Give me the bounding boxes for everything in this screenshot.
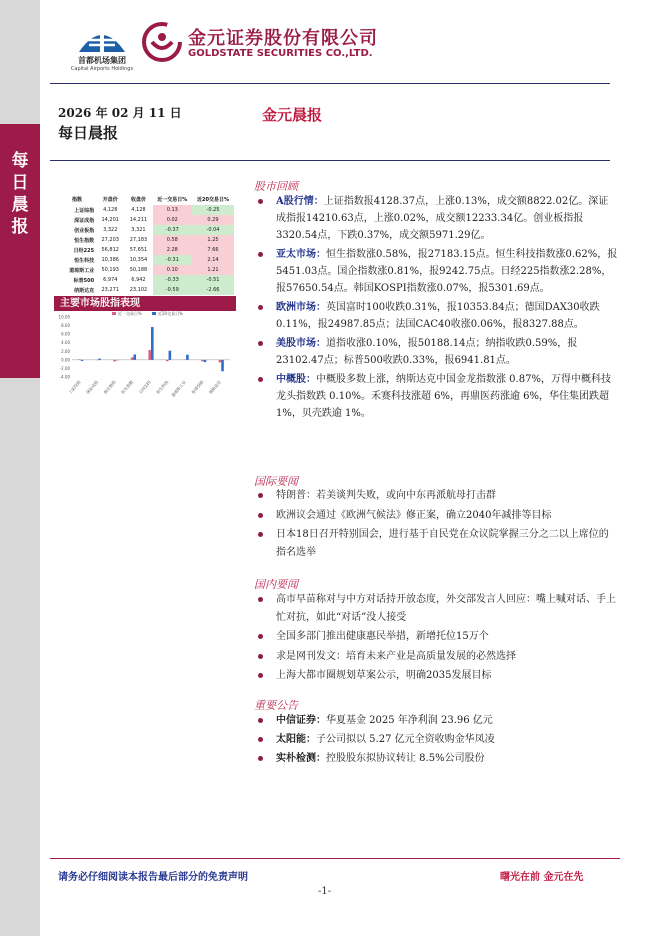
item-label: 欧洲市场： [276, 302, 326, 313]
list-item [252, 712, 618, 730]
table-cell: 0.13 [153, 205, 192, 215]
table-cell: -0.37 [153, 225, 192, 235]
table-cell: 7.66 [192, 245, 234, 255]
bar-20day [169, 351, 172, 360]
x-tick-label: 日经225 [137, 379, 152, 395]
table-row [58, 245, 234, 255]
index-name-cell: 标普500 [73, 277, 95, 284]
item-text: 英国富时100收跌0.31%，报10353.84点；德国DAX30收跌0.11%，报24987.85点；法国CAC40收涨0.06%，报8327.88点。 [276, 302, 600, 330]
footer-disclaimer: 请务必仔细阅读本报告最后部分的免责声明 [58, 872, 248, 883]
international-news-list [252, 487, 618, 563]
table-header: 指数 [72, 197, 83, 203]
table-cell: 0.29 [192, 215, 234, 225]
table-cell: 1.25 [192, 235, 234, 245]
item-label: 中概股： [276, 374, 316, 385]
list-item [252, 193, 618, 244]
table-cell: 10,386 [101, 257, 119, 263]
bar-day [78, 359, 81, 360]
table-cell: -0.33 [153, 275, 192, 285]
table-cell: 14,211 [129, 217, 148, 223]
header-rule-top [50, 83, 610, 84]
table-cell: 2.14 [192, 255, 234, 265]
item-text: 中概股多数上涨，纳斯达克中国金龙指数涨 0.87%，万得中概科技龙头指数跌 0.10%。禾赛科技涨超 6%，再鼎医药涨逾 6%，华住集团跌超 1%，贝壳跌逾 1%。 [276, 374, 611, 419]
page-number: -1- [318, 886, 332, 897]
item-text: 华夏基金 2025 年净利润 23.96 亿元 [326, 715, 493, 726]
y-tick-label: 0.00 [61, 357, 70, 363]
index-name-cell: 深证成指 [74, 217, 95, 224]
y-tick-label: 8.00 [61, 323, 70, 329]
table-cell: 6,974 [103, 277, 118, 283]
index-name-cell: 上证综指 [74, 207, 95, 214]
index-name-cell: 道琼斯工业 [69, 267, 95, 274]
y-tick-label: 2.00 [61, 348, 70, 354]
table-header: 开盘价 [102, 197, 118, 203]
list-item: 全国多部门推出健康惠民举措，新增托位15万个 [252, 628, 618, 646]
securities-name-en: GOLDSTATE SECURITIES CO.,LTD. [188, 48, 373, 59]
y-tick-label: 4.00 [61, 340, 70, 346]
list-item [252, 731, 618, 749]
bar-20day [151, 327, 154, 360]
legend-swatch [112, 312, 116, 315]
y-tick-label: 6.00 [61, 331, 70, 337]
item-text: 子公司拟以 5.27 亿元全资收购金华凤凌 [316, 734, 495, 745]
table-cell: 14,201 [101, 217, 119, 223]
table-header: 收盘价 [130, 197, 146, 203]
table-cell: -0.31 [153, 255, 192, 265]
list-item [252, 246, 618, 297]
table-row [58, 255, 234, 265]
footer-slogan: 曙光在前 金元在先 [500, 872, 584, 883]
securities-logo [142, 22, 392, 62]
bar-day [148, 350, 151, 360]
footer-rule [50, 858, 620, 859]
table-row [58, 265, 234, 275]
item-text: 控股股东拟协议转让 8.5%公司股份 [326, 753, 485, 764]
item-text: 上证指数报4128.37点，上涨0.13%，成交额8822.02亿。深证成指报14210.63点，上涨0.02%，成交额12233.34亿。创业板指报3320.54点，下跌0.37%，成交额5971.29亿。 [276, 196, 609, 241]
airport-emblem-icon [75, 22, 129, 54]
table-header: 近20交易日% [197, 197, 229, 203]
table-cell: -0.59 [153, 285, 192, 295]
list-item [252, 299, 618, 333]
list-item: 欧洲议会通过《欧洲气候法》修正案，确立2040年减排等目标 [252, 507, 618, 525]
index-name-cell: 日经225 [73, 247, 95, 254]
index-name-cell: 恒生科技 [74, 257, 95, 264]
table-row [58, 205, 234, 215]
list-item: 特朗普：若美谈判失败，或向中东再派航母打击群 [252, 487, 618, 505]
section-title-domestic: 国内要闻 [254, 578, 298, 591]
item-label: 实朴检测： [276, 753, 326, 764]
item-label: 中信证券： [276, 715, 326, 726]
bar-20day [98, 359, 101, 360]
index-name-cell: 创业板指 [74, 227, 95, 234]
bar-day [113, 360, 116, 362]
bar-20day [81, 360, 84, 361]
table-row [58, 285, 234, 295]
bar-20day [221, 360, 224, 371]
bar-20day [204, 360, 207, 362]
report-date: 2026 年 02 月 11 日 [58, 106, 182, 120]
chart-title: 主要市场股指表现 [54, 296, 236, 311]
list-item [252, 335, 618, 369]
table-cell: 56,812 [101, 247, 119, 253]
table-row [58, 235, 234, 245]
table-cell: 6,942 [131, 277, 146, 283]
table-row [58, 225, 234, 235]
airport-name-en: Capital Airports Holdings [70, 66, 134, 72]
list-item: 上海大都市圈规划草案公示，明确2035发展目标 [252, 667, 618, 685]
airport-logo [66, 22, 138, 78]
header-rule-bottom [50, 160, 610, 161]
table-cell: 23,102 [129, 287, 148, 293]
table-cell: 3,321 [131, 227, 146, 233]
table-header-row [58, 194, 234, 205]
bar-day [219, 360, 222, 363]
item-label: 美股市场： [276, 338, 326, 349]
table-cell: -2.66 [192, 285, 234, 295]
table-cell: 27,183 [129, 237, 148, 243]
table-cell: 4,128 [103, 207, 118, 213]
bar-day [201, 360, 204, 361]
table-body [58, 205, 234, 295]
bar-20day [133, 355, 136, 360]
securities-name-cn: 金元证券股份有限公司 [188, 28, 378, 49]
bar-day [131, 357, 134, 359]
item-text: 恒生指数涨0.58%，报27183.15点。恒生科技指数涨0.62%，报5451.03点。国企指数涨0.81%，报9242.75点。日经225指数涨2.28%，报57650.54点。韩国KOSPI指数涨0.07%，报5301.69点。 [276, 249, 618, 294]
securities-emblem-icon [142, 22, 182, 62]
table-cell: 27,203 [101, 237, 119, 243]
x-tick-label: 恒生指数 [120, 379, 135, 395]
table-cell: -0.25 [192, 205, 234, 215]
table-row [58, 275, 234, 285]
y-tick-label: -4.00 [59, 374, 70, 380]
table-cell: 2.28 [153, 245, 192, 255]
report-brand-title: 金元晨报 [262, 106, 323, 124]
domestic-news-list [252, 591, 618, 687]
table-cell: 1.21 [192, 265, 234, 275]
announcements-list [252, 712, 618, 769]
market-performance-chart [54, 311, 236, 403]
market-review-list [252, 193, 618, 424]
list-item [252, 371, 618, 422]
index-name-cell: 纳斯达克 [74, 287, 95, 294]
x-tick-label: 恒生科技 [155, 379, 170, 395]
section-title-international: 国际要闻 [254, 475, 298, 488]
table-cell: 4,128 [131, 207, 146, 213]
x-tick-label: 深证成指 [84, 379, 100, 395]
table-row [58, 215, 234, 225]
bar-day [166, 360, 169, 361]
x-tick-label: 创业板指 [102, 379, 117, 395]
legend-label: 近一交易日% [118, 311, 142, 316]
bar-20day [186, 355, 189, 360]
section-title-announcements: 重要公告 [254, 699, 298, 712]
table-cell: 0.02 [153, 215, 192, 225]
y-tick-label: -2.00 [59, 365, 70, 371]
table-cell: 0.10 [153, 265, 192, 275]
table-cell: -0.04 [192, 225, 234, 235]
market-index-table [58, 194, 234, 295]
table-cell: 0.58 [153, 235, 192, 245]
table-cell: 57,651 [129, 247, 148, 253]
x-tick-label: 纳斯达克 [207, 379, 222, 395]
list-item [252, 750, 618, 768]
y-tick-label: 10.00 [58, 314, 70, 320]
list-item: 日本18日召开特别国会，进行基于自民党在众议院掌握三分之二以上席位的指名选举 [252, 526, 618, 561]
x-tick-label: 道琼斯工业 [170, 379, 187, 398]
table-cell: -0.51 [192, 275, 234, 285]
item-text: 道指收涨0.10%，报50188.14点；纳指收跌0.59%，报23102.47点；标普500收跌0.33%，报6941.81点。 [276, 338, 578, 366]
item-label: 亚太市场： [276, 249, 326, 260]
x-tick-label: 标普500 [190, 379, 205, 395]
airport-name-cn: 首都机场集团 [78, 56, 126, 65]
side-label: 每日晨报 [11, 151, 29, 237]
list-item: 求是网刊发文：培育未来产业是高质量发展的必然选择 [252, 648, 618, 666]
table-header: 近一交易日% [157, 197, 188, 203]
report-title: 每日晨报 [58, 124, 119, 142]
section-title-market: 股市回顾 [254, 180, 298, 193]
table-cell: 10,354 [129, 257, 148, 263]
table-cell: 50,193 [101, 267, 119, 273]
table-cell: 3,322 [103, 227, 118, 233]
index-name-cell: 恒生指数 [74, 237, 95, 244]
item-label: 太阳能： [276, 734, 316, 745]
legend-label: 近20交易日% [158, 311, 183, 316]
table-cell: 50,188 [129, 267, 148, 273]
legend-swatch [152, 312, 156, 315]
x-tick-label: 上证综指 [67, 379, 82, 395]
list-item: 高市早苗称对与中方对话持开放态度，外交部发言人回应：嘴上喊对话、手上忙对抗，如此“对话”没人接受 [252, 591, 618, 626]
item-label: A股行情： [276, 196, 324, 207]
table-cell: 23,271 [101, 287, 119, 293]
